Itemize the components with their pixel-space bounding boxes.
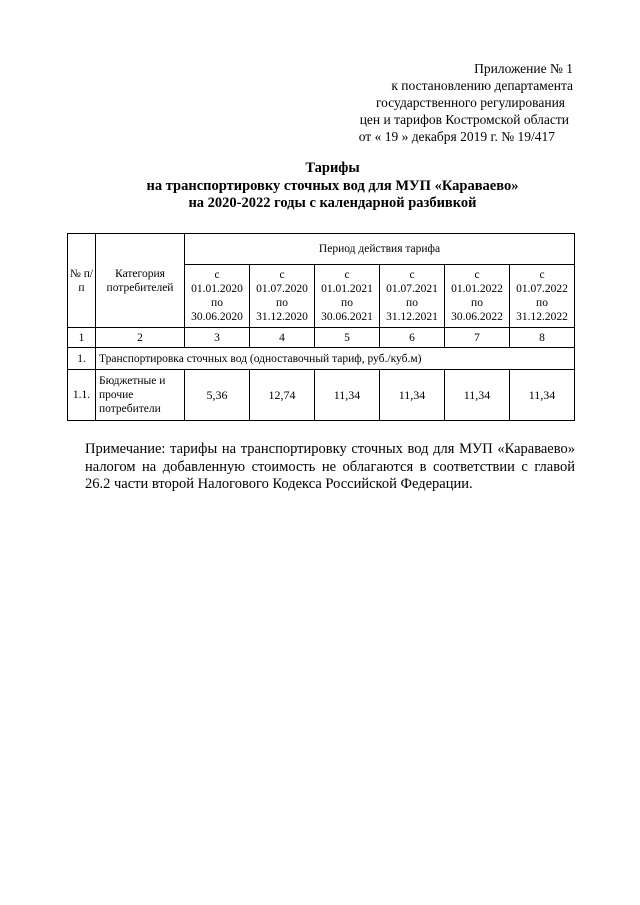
tariff-table <box>67 233 575 421</box>
appendix-line: Приложение № 1 <box>474 61 573 76</box>
index-cell: 8 <box>510 328 575 348</box>
tariff-value: 5,36 <box>185 370 250 421</box>
period-cell: с 01.01.2020 по 30.06.2020 <box>185 265 250 328</box>
index-cell: 2 <box>96 328 185 348</box>
tariff-value: 11,34 <box>445 370 510 421</box>
table-section-row <box>68 348 575 370</box>
section-num: 1. <box>68 348 96 370</box>
period-cell: с 01.01.2021 по 30.06.2021 <box>315 265 380 328</box>
index-cell: 7 <box>445 328 510 348</box>
table-row <box>68 370 575 421</box>
appendix-header <box>273 60 573 145</box>
tariff-value: 11,34 <box>315 370 380 421</box>
title-line: Тарифы <box>305 160 360 176</box>
table-header-row <box>68 234 575 265</box>
tariff-value: 11,34 <box>380 370 445 421</box>
appendix-line: государственного регулирования <box>375 95 565 110</box>
document-title <box>0 160 640 213</box>
index-cell: 6 <box>380 328 445 348</box>
appendix-line: к постановлению департамента <box>391 78 573 93</box>
period-cell: с 01.01.2022 по 30.06.2022 <box>445 265 510 328</box>
period-cell: с 01.07.2022 по 31.12.2022 <box>510 265 575 328</box>
index-cell: 3 <box>185 328 250 348</box>
appendix-line: от « 19 » декабря 2019 г. № 19/417 <box>358 129 555 144</box>
footnote: Примечание: тарифы на транспортировку сточных вод для МУП «Караваево» налогом на добавленную стоимость не облагаются в соответствии с главой 26.2 части второй Налогового Кодекса Российской Федерации. <box>85 441 575 492</box>
period-cell: с 01.07.2021 по 31.12.2021 <box>380 265 445 328</box>
header-num: № п/п <box>68 234 96 328</box>
row-category: Бюджетные и прочие потребители <box>96 370 185 421</box>
index-cell: 4 <box>250 328 315 348</box>
index-cell: 5 <box>315 328 380 348</box>
tariff-value: 11,34 <box>510 370 575 421</box>
period-cell: с 01.07.2020 по 31.12.2020 <box>250 265 315 328</box>
header-category: Категория потребителей <box>96 234 185 328</box>
header-period: Период действия тарифа <box>185 234 575 265</box>
section-label: Транспортировка сточных вод (одноставочный тариф, руб./куб.м) <box>96 348 575 370</box>
row-num: 1.1. <box>68 370 96 421</box>
title-line: на 2020-2022 годы с календарной разбивкой <box>188 195 477 211</box>
title-line: на транспортировку сточных вод для МУП «Караваево» <box>146 177 519 194</box>
appendix-line: цен и тарифов Костромской области <box>359 112 569 127</box>
index-cell: 1 <box>68 328 96 348</box>
table-index-row <box>68 328 575 348</box>
tariff-value: 12,74 <box>250 370 315 421</box>
